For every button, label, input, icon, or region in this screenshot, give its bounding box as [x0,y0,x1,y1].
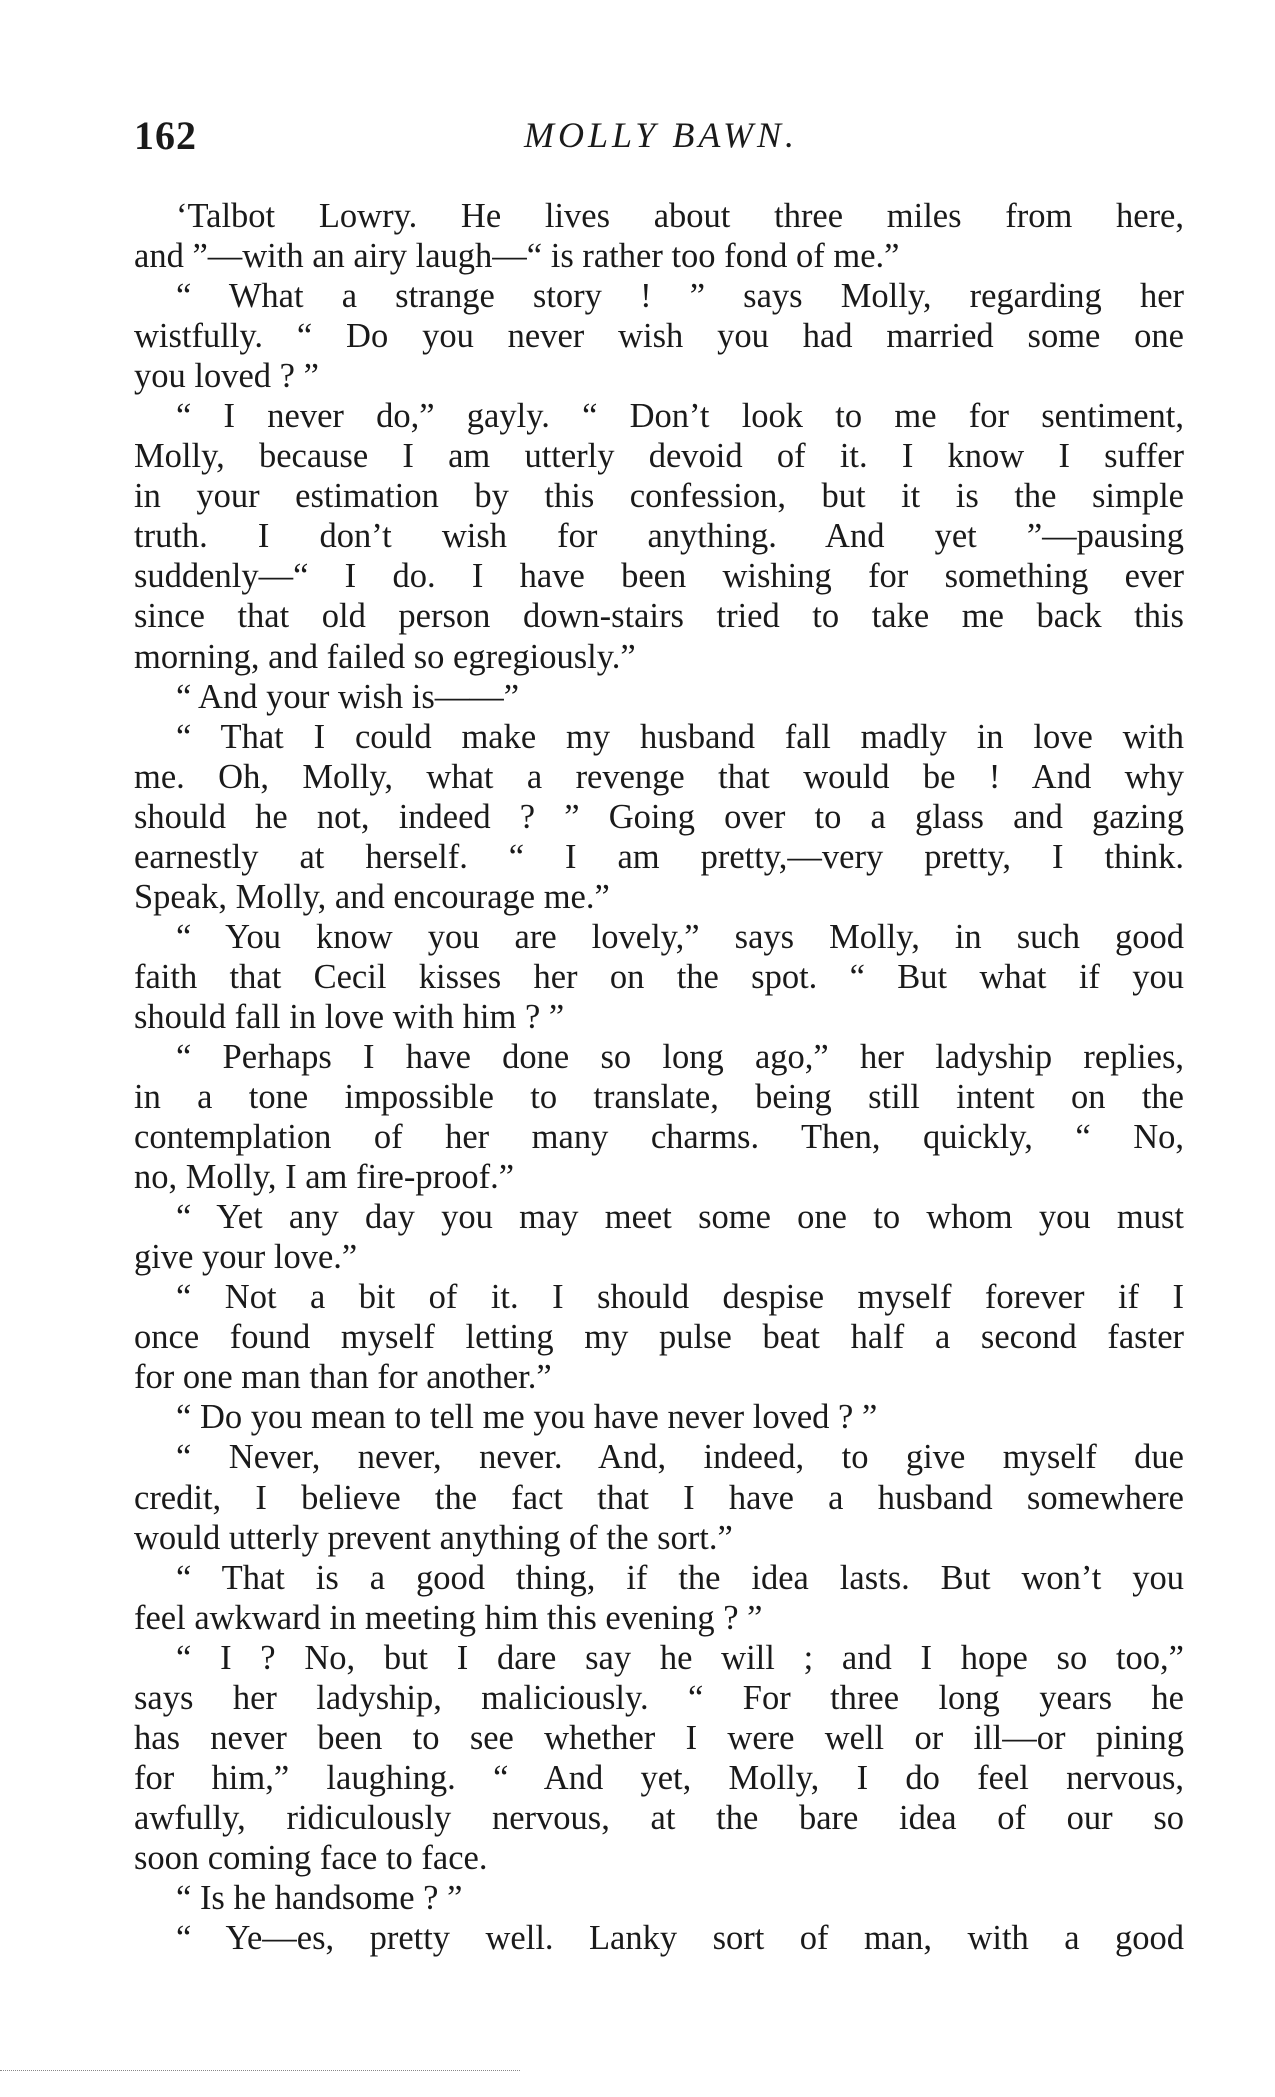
text-line: should he not, indeed ? ” Going over to a glass and gazing [134,797,1184,836]
text-line: “ Perhaps I have done so long ago,” her ladyship replies, [176,1037,1184,1076]
text-line: truth. I don’t wish for anything. And yet ”—pausing [134,517,1184,556]
text-line: “ Ye—es, pretty well. Lanky sort of man, with a good [176,1919,1184,1958]
text-line: no, Molly, I am fire-proof.” [134,1158,515,1197]
text-line: faith that Cecil kisses her on the spot. “ But what if you [134,957,1184,996]
text-line: “ You know you are lovely,” says Molly, in such good [176,917,1184,956]
text-line: “ That is a good thing, if the idea lasts. But won’t you [176,1558,1184,1597]
body-text [134,196,1184,1958]
text-line: suddenly—“ I do. I have been wishing for something ever [134,557,1184,596]
text-line: for him,” laughing. “ And yet, Molly, I do feel nervous, [134,1758,1184,1797]
text-line: me. Oh, Molly, what a revenge that would be ! And why [134,757,1184,796]
page-header [134,112,1184,172]
text-line: would utterly prevent anything of the sort.” [134,1518,733,1557]
text-line: awfully, ridiculously nervous, at the bare idea of our so [134,1798,1184,1837]
text-line: once found myself letting my pulse beat half a second faster [134,1318,1184,1357]
text-line: “ Never, never, never. And, indeed, to give myself due [176,1438,1184,1477]
footer-rule [0,2070,520,2071]
text-line: “ I ? No, but I dare say he will ; and I hope so too,” [176,1638,1184,1677]
text-line: Molly, because I am utterly devoid of it. I know I suffer [134,437,1184,476]
text-line: contemplation of her many charms. Then, quickly, “ No, [134,1118,1184,1157]
text-line: “ Do you mean to tell me you have never loved ? ” [176,1398,878,1437]
text-line: credit, I believe the fact that I have a husband somewhere [134,1478,1184,1517]
text-line: in a tone impossible to translate, being still intent on the [134,1078,1184,1117]
text-line: you loved ? ” [134,357,319,396]
text-line: soon coming face to face. [134,1838,488,1877]
text-line: ‘Talbot Lowry. He lives about three miles from here, [176,197,1184,235]
running-title: MOLLY BAWN. [524,115,798,155]
text-line: “ I never do,” gayly. “ Don’t look to me for sentiment, [176,397,1184,436]
text-line: “ What a strange story ! ” says Molly, regarding her [176,277,1184,316]
text-line: give your love.” [134,1238,358,1277]
text-line: should fall in love with him ? ” [134,997,565,1036]
text-line: feel awkward in meeting him this evening ? ” [134,1598,763,1637]
text-line: “ Not a bit of it. I should despise myself forever if I [176,1278,1184,1317]
text-line: in your estimation by this confession, but it is the simple [134,477,1184,516]
text-line: wistfully. “ Do you never wish you had married some one [134,317,1184,356]
page-number: 162 [134,113,197,158]
text-line: “ Is he handsome ? ” [176,1878,463,1917]
text-line: “ And your wish is——” [176,677,520,716]
text-line: for one man than for another.” [134,1358,552,1397]
text-line: “ Yet any day you may meet some one to whom you must [176,1198,1184,1237]
text-line: since that old person down-stairs tried to take me back this [134,597,1184,636]
text-line: “ That I could make my husband fall madly in love with [176,717,1184,756]
text-line: morning, and failed so egregiously.” [134,637,636,676]
text-line: and ”—with an airy laugh—“ is rather too fond of me.” [134,237,900,276]
text-line: has never been to see whether I were well or ill—or pining [134,1718,1184,1757]
text-line: earnestly at herself. “ I am pretty,—very pretty, I think. [134,837,1184,876]
text-line: says her ladyship, maliciously. “ For three long years he [134,1678,1184,1717]
text-line: Speak, Molly, and encourage me.” [134,877,610,916]
